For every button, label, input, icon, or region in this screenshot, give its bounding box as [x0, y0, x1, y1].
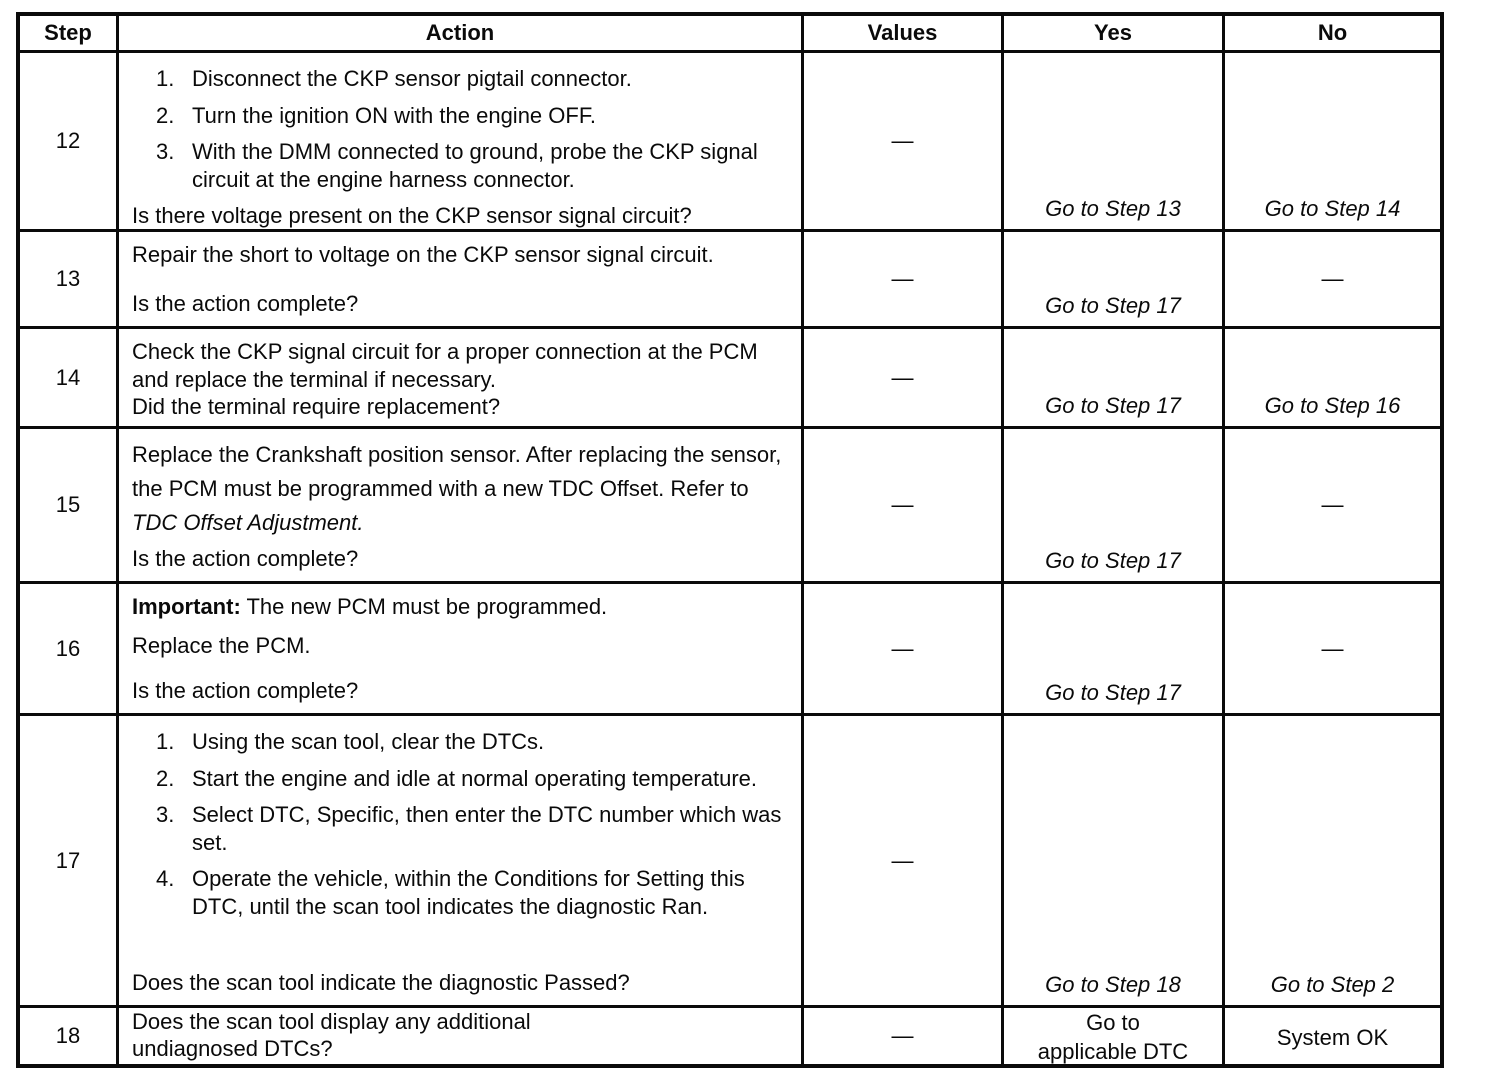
action-cell [119, 584, 804, 716]
step-question: Does the scan tool indicate the diagnostic Passed? [132, 969, 630, 995]
step-question: Is the action complete? [132, 545, 359, 571]
column-header-yes: Yes [1004, 16, 1225, 53]
step-question: Did the terminal require replacement? [132, 394, 501, 419]
list-item-text: Disconnect the CKP sensor pigtail connector. [192, 66, 632, 91]
values-cell: — [804, 53, 1004, 232]
column-header-values: Values [804, 16, 1004, 53]
action-text: Repair the short to voltage on the CKP sensor signal circuit. [132, 242, 714, 267]
list-item [156, 801, 791, 856]
action-list [132, 723, 791, 929]
action-text [132, 438, 791, 540]
values-cell: — [804, 232, 1004, 329]
values-cell: — [804, 584, 1004, 716]
important-label: Important: [132, 594, 241, 619]
action-list [132, 60, 791, 202]
yes-cell: Go to Step 17 [1004, 429, 1225, 584]
list-item-number: 2. [156, 102, 175, 128]
no-cell: Go to Step 14 [1225, 53, 1440, 232]
list-item-text: Start the engine and idle at normal operating temperature. [192, 765, 758, 791]
action-cell [119, 329, 804, 429]
list-item-text: Using the scan tool, clear the DTCs. [192, 729, 545, 754]
step-number: 13 [20, 232, 119, 329]
step-number: 18 [20, 1008, 119, 1064]
no-cell: — [1225, 232, 1440, 329]
yes-cell [1004, 1008, 1225, 1064]
action-text-reference: TDC Offset Adjustment. [132, 510, 364, 536]
yes-cell: Go to Step 18 [1004, 716, 1225, 1008]
no-cell: Go to Step 2 [1225, 716, 1440, 1008]
list-item-text: Turn the ignition ON with the engine OFF. [192, 102, 596, 128]
no-cell: Go to Step 16 [1225, 329, 1440, 429]
list-item-number: 4. [156, 866, 175, 891]
step-number: 17 [20, 716, 119, 1008]
yes-cell-line: Go to [1086, 1010, 1140, 1036]
list-item-text: Select DTC, Specific, then enter the DTC number which was set. [192, 802, 782, 855]
action-text: Check the CKP signal circuit for a proper connection at the PCM and replace the terminal if necessary. [132, 339, 758, 392]
step-question: Does the scan tool display any additional undiagnosed DTCs? [132, 1008, 531, 1061]
step-question: Is the action complete? [132, 677, 359, 703]
step-question: Is there voltage present on the CKP sensor signal circuit? [132, 203, 692, 228]
yes-cell: Go to Step 17 [1004, 232, 1225, 329]
column-header-no: No [1225, 16, 1440, 53]
no-cell: — [1225, 584, 1440, 716]
yes-cell: Go to Step 17 [1004, 584, 1225, 716]
action-text: Replace the PCM. [132, 632, 311, 658]
yes-cell: Go to Step 13 [1004, 53, 1225, 232]
list-item-number: 3. [156, 139, 175, 164]
step-number: 15 [20, 429, 119, 584]
action-cell [119, 53, 804, 232]
list-item [156, 102, 791, 130]
list-item [156, 865, 791, 920]
no-cell [1225, 1008, 1440, 1064]
list-item [156, 65, 791, 93]
values-cell: — [804, 329, 1004, 429]
no-cell-text: System OK [1276, 1024, 1389, 1050]
step-number: 14 [20, 329, 119, 429]
list-item-text: With the DMM connected to ground, probe the CKP signal circuit at the engine harness connector. [192, 139, 758, 192]
no-cell: — [1225, 429, 1440, 584]
values-cell: — [804, 429, 1004, 584]
list-item-number: 3. [156, 802, 175, 827]
list-item-number: 2. [156, 765, 175, 791]
list-item [156, 765, 791, 793]
column-header-step: Step [20, 16, 119, 53]
step-number: 16 [20, 584, 119, 716]
list-item-text: Operate the vehicle, within the Conditions for Setting this DTC, until the scan tool indicates the diagnostic Ran. [192, 866, 745, 919]
action-cell [119, 232, 804, 329]
action-important-note [132, 593, 791, 621]
action-cell [119, 716, 804, 1008]
important-text: The new PCM must be programmed. [240, 594, 608, 619]
diagnostic-table [16, 12, 1444, 1068]
list-item-number: 1. [156, 729, 175, 754]
action-cell [119, 429, 804, 584]
action-cell [119, 1008, 804, 1064]
list-item [156, 138, 791, 193]
action-text-normal: Replace the Crankshaft position sensor. After replacing the sensor, the PCM must be programmed with a new TDC Offset. Refer to [132, 442, 782, 502]
list-item-number: 1. [156, 66, 175, 91]
yes-cell: Go to Step 17 [1004, 329, 1225, 429]
values-cell: — [804, 1008, 1004, 1064]
column-header-action: Action [119, 16, 804, 53]
yes-cell-line: applicable DTC [1037, 1039, 1189, 1064]
values-cell: — [804, 716, 1004, 1008]
list-item [156, 728, 791, 756]
step-question: Is the action complete? [132, 290, 359, 316]
step-number: 12 [20, 53, 119, 232]
